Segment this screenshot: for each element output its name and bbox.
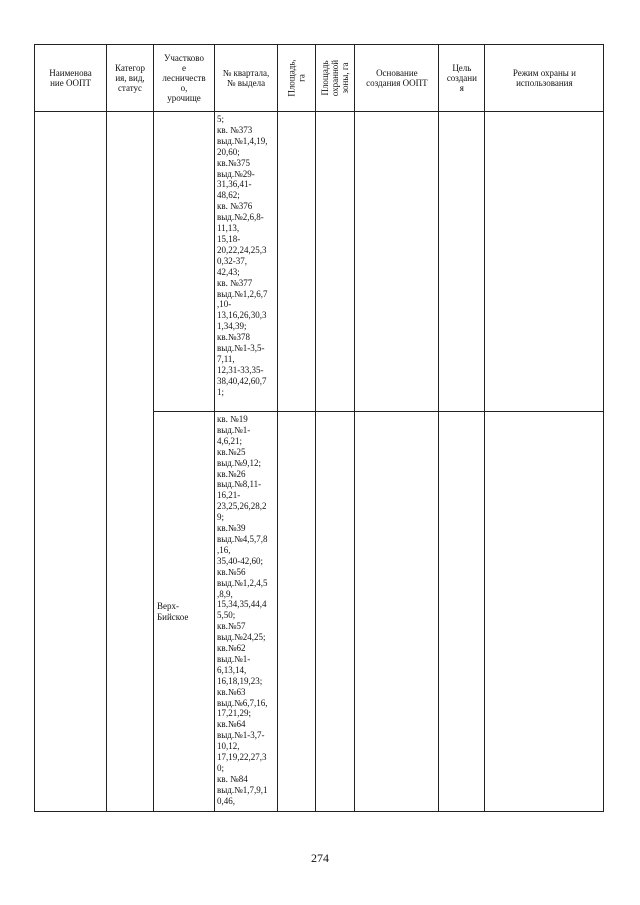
header-quarter: № квартала, № выдела (215, 45, 278, 112)
oopt-table (34, 44, 604, 812)
buffer-area-cell (316, 412, 355, 812)
forestry-cell (154, 112, 215, 412)
regime-cell (485, 412, 604, 812)
category-cell (107, 112, 154, 812)
basis-cell (355, 112, 439, 412)
header-category: Категор ия, вид, статус (107, 45, 154, 112)
header-row (35, 45, 604, 112)
quarter-cell: кв. №19 выд.№1- 4,6,21; кв.№25 выд.№9,12; кв.№26 выд.№8,11- 16,21- 23,25,26,28,2 9; кв.№39 выд.№4,5,7,8 ,16, 35,40-42,60; кв.№56 выд.№1,2,4,5 ,8,9, 15,34,35,44,4 5,50; кв.№57 выд.№24,25; кв.№62 выд.№1- 6,13,14, 16,18,19,23; кв.№63 выд.№6,7,16, 17,21,29; кв.№64 выд.№1-3,7- 10,12, 17,19,22,27,3 0; кв. №84 выд.№1,7,9,1 0,46, (215, 412, 278, 812)
header-basis: Основание создания ООПТ (355, 45, 439, 112)
area-cell (278, 112, 316, 412)
header-buffer-area: Площадь охранной зоны, га (316, 45, 355, 112)
page-number: 274 (311, 851, 329, 865)
basis-cell (355, 412, 439, 812)
purpose-cell (439, 412, 485, 812)
table-row (35, 112, 604, 412)
area-cell (278, 412, 316, 812)
header-name: Наименова ние ООПТ (35, 45, 107, 112)
header-forestry: Участково е лесничеств о, урочище (154, 45, 215, 112)
name-cell (35, 112, 107, 812)
regime-cell (485, 112, 604, 412)
purpose-cell (439, 112, 485, 412)
forestry-cell: Верх- Бийское (154, 412, 215, 812)
header-regime: Режим охраны и использования (485, 45, 604, 112)
quarter-cell: 5; кв. №373 выд.№1,4,19, 20,60; кв.№375 выд.№29- 31,36,41- 48,62; кв. №376 выд.№2,6,8- 11,13, 15,18- 20,22,24,25,3 0,32-37, 42,43; кв. №377 выд.№1,2,6,7 ,10- 13,16,26,30,3 1,34,39; кв.№378 выд.№1-3,5- 7,11, 12,31-33,35- 38,40,42,60,7 1; (215, 112, 278, 412)
buffer-area-cell (316, 112, 355, 412)
header-purpose: Цель создани я (439, 45, 485, 112)
header-area: Площадь, га (278, 45, 316, 112)
